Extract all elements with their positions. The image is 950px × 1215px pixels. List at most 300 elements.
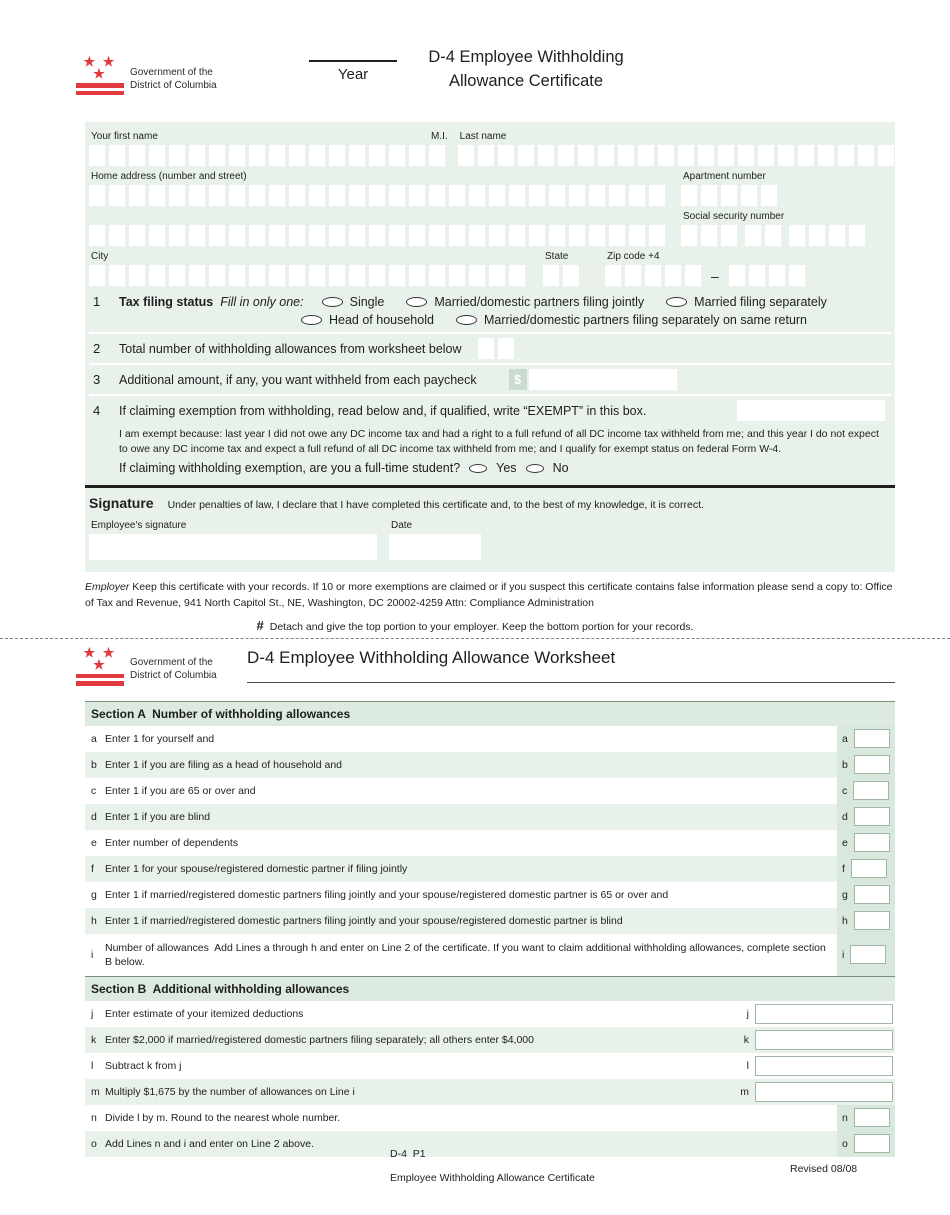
char-box[interactable] [449,185,465,206]
char-box[interactable] [649,185,665,206]
char-box[interactable] [681,225,697,246]
char-box[interactable] [558,145,574,166]
line-d-input-box[interactable] [854,807,890,826]
first-name-field [89,128,425,166]
char-box[interactable] [149,185,165,206]
married-separately-oval[interactable] [666,297,687,307]
first-name-label: Your first name [91,131,158,142]
married-jointly-label: Married/domestic partners filing jointly [434,294,645,309]
char-box[interactable] [469,265,485,286]
row-letter: f [91,862,94,875]
row-text: Enter 1 for yourself and [105,732,215,745]
char-box[interactable] [529,185,545,206]
char-box[interactable] [169,145,185,166]
char-box[interactable] [289,225,305,246]
char-box[interactable] [429,145,445,166]
char-box[interactable] [498,145,514,166]
char-box[interactable] [489,185,505,206]
line-k-input-box[interactable] [755,1030,893,1050]
char-box[interactable] [658,145,674,166]
agency-name [130,66,217,92]
row-letter: e [91,836,97,849]
char-box[interactable] [169,225,185,246]
line-1-filing-status [89,290,891,313]
line-1-filing-status-row2 [301,313,891,332]
char-box[interactable] [429,265,445,286]
additional-amount-input[interactable] [529,369,677,390]
char-box[interactable] [309,145,325,166]
line-2-number: 2 [93,341,101,356]
char-box[interactable] [645,265,661,286]
city-input [89,265,525,286]
row-letter-right: j [746,1007,749,1020]
char-box[interactable] [329,225,345,246]
mi-label: M.I. [431,131,448,142]
char-box[interactable] [469,185,485,206]
line-m-input-box[interactable] [755,1082,893,1102]
char-box[interactable] [549,185,565,206]
char-box[interactable] [478,338,494,359]
char-box[interactable] [149,145,165,166]
char-box[interactable] [229,145,245,166]
char-box[interactable] [109,225,125,246]
student-no-oval[interactable] [526,464,544,473]
char-box[interactable] [798,145,814,166]
char-box[interactable] [409,145,425,166]
char-box[interactable] [169,265,185,286]
ssn-group-2 [745,225,781,246]
worksheet-title-rule [247,682,895,683]
dc-flag-stars-icon: ★ ★ ★ [83,644,117,672]
char-box[interactable] [818,145,834,166]
char-box[interactable] [349,225,365,246]
row-entry-cell [735,1053,895,1079]
char-box[interactable] [758,145,774,166]
char-box[interactable] [605,265,621,286]
char-box[interactable] [858,145,874,166]
row-entry-cell [837,830,895,856]
detach-dashed-line [0,638,950,639]
row-letter: i [91,948,94,961]
char-box[interactable] [309,225,325,246]
char-box[interactable] [189,225,205,246]
char-box[interactable] [701,185,717,206]
zip-field [605,248,805,286]
detach-marker-icon: # [256,617,264,633]
char-box[interactable] [389,225,405,246]
char-box[interactable] [369,185,385,206]
zip-group-2 [729,265,805,286]
row-letter: a [91,732,97,745]
worksheet-row-l [85,1053,895,1079]
char-box[interactable] [721,225,737,246]
row-letter-right: d [842,810,848,823]
char-box[interactable] [625,265,641,286]
char-box[interactable] [589,185,605,206]
year-field [303,60,403,83]
separately-same-return-oval[interactable] [456,315,477,325]
row-entry-cell [837,908,895,934]
char-box[interactable] [769,265,785,286]
char-box[interactable] [89,225,105,246]
char-box[interactable] [509,225,525,246]
char-box[interactable] [289,145,305,166]
row-entry-cell [837,882,895,908]
char-box[interactable] [809,225,825,246]
worksheet-row-j [85,1001,895,1027]
char-box[interactable] [718,145,734,166]
row-letter: c [91,784,97,797]
char-box[interactable] [698,145,714,166]
option-married-jointly [406,295,644,309]
char-box[interactable] [685,265,701,286]
char-box[interactable] [129,185,145,206]
char-box[interactable] [209,145,225,166]
char-box[interactable] [289,185,305,206]
char-box[interactable] [529,225,545,246]
row-letter-right: k [743,1033,749,1046]
char-box[interactable] [369,225,385,246]
line-3-number: 3 [93,372,101,387]
worksheet-row-m [85,1079,895,1105]
worksheet-row-n [85,1105,895,1131]
char-box[interactable] [538,145,554,166]
worksheet-row-c [85,778,895,804]
exempt-input-box[interactable] [737,400,885,421]
char-box[interactable] [149,265,165,286]
char-box[interactable] [849,225,865,246]
line-b-input-box[interactable] [854,755,890,774]
line-a-input-box[interactable] [854,729,890,748]
char-box[interactable] [563,265,579,286]
char-box[interactable] [789,265,805,286]
row-letter-right: l [746,1059,749,1072]
section-b-header [85,976,895,1001]
char-box[interactable] [229,185,245,206]
char-box[interactable] [745,225,761,246]
char-box[interactable] [169,185,185,206]
ssn-label: Social security number [683,211,785,222]
row-text: Enter 1 if you are 65 or over and [105,784,256,797]
char-box[interactable] [89,145,105,166]
char-box[interactable] [289,265,305,286]
first-name-input [89,145,425,166]
line-4-label: If claiming exemption from withholding, read below and, if qualified, write “EXEMPT” in this box. [119,403,647,418]
char-box[interactable] [765,225,781,246]
char-box[interactable] [498,338,514,359]
char-box[interactable] [778,145,794,166]
apartment-field [681,168,777,206]
dc-flag-bar-icon [76,83,124,88]
married-separately-label: Married filing separately [694,294,827,309]
worksheet-title: D-4 Employee Withholding Allowance Worksheet [247,647,616,667]
zip-label: Zip code +4 [607,251,660,262]
worksheet-row-d [85,804,895,830]
single-label: Single [349,294,385,309]
char-box[interactable] [229,225,245,246]
line-n-input-box[interactable] [854,1108,890,1127]
char-box[interactable] [269,265,285,286]
char-box[interactable] [349,185,365,206]
char-box[interactable] [329,145,345,166]
char-box[interactable] [489,225,505,246]
char-box[interactable] [609,225,625,246]
char-box[interactable] [189,185,205,206]
char-box[interactable] [249,145,265,166]
char-box[interactable] [478,145,494,166]
agency-line1: Government of the [130,656,213,668]
char-box[interactable] [229,265,245,286]
worksheet-header [0,643,950,697]
allowances-total-input [478,338,514,359]
line-h-input-box[interactable] [854,911,890,930]
char-box[interactable] [629,185,645,206]
char-box[interactable] [543,265,559,286]
signature-section [85,485,895,572]
row-entry-cell [837,1131,895,1157]
char-box[interactable] [409,225,425,246]
employee-signature-field [89,517,377,560]
char-box[interactable] [209,185,225,206]
char-box[interactable] [429,225,445,246]
char-box[interactable] [681,185,697,206]
state-field [543,248,579,286]
char-box[interactable] [89,185,105,206]
char-box[interactable] [665,265,681,286]
head-of-household-oval[interactable] [301,315,322,325]
signature-fields [89,517,891,560]
char-box[interactable] [609,185,625,206]
char-box[interactable] [741,185,757,206]
char-box[interactable] [129,265,145,286]
row-entry-cell [837,1105,895,1131]
married-jointly-oval[interactable] [406,297,427,307]
char-box[interactable] [838,145,854,166]
char-box[interactable] [518,145,534,166]
home-address-field-2 [89,225,665,246]
row-letter: l [91,1059,94,1072]
char-box[interactable] [129,145,145,166]
char-box[interactable] [569,225,585,246]
char-box[interactable] [649,225,665,246]
row-letter: k [91,1033,97,1046]
char-box[interactable] [701,225,717,246]
line-c-input-box[interactable] [853,781,889,800]
char-box[interactable] [189,145,205,166]
row-letter: n [91,1111,97,1124]
home-address-label: Home address (number and street) [91,171,247,182]
agency-line2: District of Columbia [130,80,217,91]
char-box[interactable] [789,225,805,246]
char-box[interactable] [489,265,505,286]
worksheet-row-b [85,752,895,778]
char-box[interactable] [269,145,285,166]
char-box[interactable] [109,265,125,286]
row-entry-cell [735,1079,895,1105]
line-1-instruction: Fill in only one: [220,294,304,309]
char-box[interactable] [569,185,585,206]
separately-same-return-label: Married/domestic partners filing separately on same return [483,313,808,327]
row-letter: m [91,1085,100,1098]
char-box[interactable] [369,265,385,286]
char-box[interactable] [618,145,634,166]
dc-flag-bar-icon [76,91,124,96]
student-question: If claiming withholding exemption, are you a full-time student? [119,461,461,476]
row-text: Enter 1 if married/registered domestic partners filing jointly and your spouse/registered domestic partner is blind [105,914,623,927]
date-field [389,517,481,560]
dc-flag-stars-icon: ★ ★ ★ [83,54,117,81]
char-box[interactable] [589,225,605,246]
student-question-row [119,461,891,475]
char-box[interactable] [509,185,525,206]
row-text: Enter number of dependents [105,836,239,849]
row-text: Divide l by m. Round to the nearest whole number. [105,1111,341,1124]
char-box[interactable] [549,225,565,246]
char-box[interactable] [329,265,345,286]
worksheet-row-h [85,908,895,934]
char-box[interactable] [329,185,345,206]
footer-revised: Revised 08/08 [790,1163,858,1175]
line-l-input-box[interactable] [755,1056,893,1076]
char-box[interactable] [149,225,165,246]
certificate-body [85,122,895,485]
last-name-label: Last name [459,131,507,142]
char-box[interactable] [389,145,405,166]
char-box[interactable] [729,265,745,286]
section-a-header [85,701,895,726]
char-box[interactable] [429,185,445,206]
line-1-number: 1 [93,294,101,309]
char-box[interactable] [449,265,465,286]
signature-title: Signature [89,495,154,512]
state-label: State [545,251,569,262]
char-box[interactable] [249,225,265,246]
char-box[interactable] [409,185,425,206]
char-box[interactable] [249,265,265,286]
row-letter: d [91,810,97,823]
char-box[interactable] [678,145,694,166]
employer-note-text: Keep this certificate with your records. If 10 or more exemptions are claimed or if you suspect this certificate contains false information please send a copy to: Office of Tax and Revenue, 941 North Capitol St., NE, Washington, DC 20002-4259 Attn: Compliance Administration [85,581,893,610]
char-box[interactable] [369,145,385,166]
char-box[interactable] [638,145,654,166]
home-address-field [89,168,665,206]
row-entry-cell [837,804,895,830]
char-box[interactable] [189,265,205,286]
char-box[interactable] [738,145,754,166]
char-box[interactable] [469,225,485,246]
char-box[interactable] [89,265,105,286]
line-e-input-box[interactable] [854,833,890,852]
char-box[interactable] [829,225,845,246]
row-entry-cell [837,934,895,976]
row-text: Number of allowances Add Lines a through h and enter on Line 2 of the certificate. If you want to claim additional withholding allowances, complete section B below. [105,941,829,968]
city-row [89,248,891,286]
char-box[interactable] [721,185,737,206]
apartment-label: Apartment number [683,171,766,182]
line-f-input-box[interactable] [851,859,887,878]
char-box[interactable] [409,265,425,286]
zip-group-1 [605,265,701,286]
line-3-additional-amount [89,363,891,394]
row-text: Enter 1 for your spouse/registered domestic partner if filing jointly [105,862,408,875]
char-box[interactable] [309,265,325,286]
row-entry-cell [735,1027,895,1053]
row-letter: j [91,1007,94,1020]
char-box[interactable] [458,145,474,166]
row-letter-right: n [842,1111,848,1124]
ssn-input [681,225,865,246]
single-oval[interactable] [322,297,343,307]
student-yes-oval[interactable] [469,464,487,473]
exempt-statement: I am exempt because: last year I did not owe any DC income tax and had a right to a full refund of all DC income tax withheld from me; and this year I do not expect to owe any DC income tax and expect a full refund of all DC income tax withheld from me; and I qualify for exempt status on federal Form W-4. [119,428,879,456]
certificate-header [0,0,950,122]
line-2-allowances [89,332,891,363]
zip-input [605,265,805,286]
char-box[interactable] [629,225,645,246]
char-box[interactable] [449,225,465,246]
row-entry-cell [837,752,895,778]
char-box[interactable] [269,225,285,246]
line-j-input-box[interactable] [755,1004,893,1024]
row-letter-right: c [842,784,848,797]
char-box[interactable] [309,185,325,206]
detach-instruction: Detach and give the top portion to your employer. Keep the bottom portion for your records. [269,620,694,633]
char-box[interactable] [109,145,125,166]
char-box[interactable] [578,145,594,166]
name-row [89,128,891,166]
char-box[interactable] [249,185,265,206]
line-o-input-box[interactable] [854,1134,890,1153]
option-single [322,295,385,309]
date-label: Date [391,520,413,532]
char-box[interactable] [749,265,765,286]
char-box[interactable] [269,185,285,206]
address-row-2 [89,208,891,246]
row-text: Enter estimate of your itemized deductions [105,1007,304,1020]
char-box[interactable] [349,265,365,286]
char-box[interactable] [389,265,405,286]
employee-signature-input[interactable] [89,534,377,560]
char-box[interactable] [761,185,777,206]
worksheet-row-f [85,856,895,882]
year-input-line[interactable] [309,60,397,62]
employer-note-lead: Employer [85,581,130,594]
char-box[interactable] [509,265,525,286]
char-box[interactable] [878,145,894,166]
char-box[interactable] [598,145,614,166]
char-box[interactable] [209,225,225,246]
char-box[interactable] [349,145,365,166]
ssn-field [681,208,865,246]
row-entry-cell [735,1001,895,1027]
char-box[interactable] [389,185,405,206]
dc-flag-logo [76,56,124,95]
row-entry-cell [837,856,895,882]
form-title-line1: D-4 Employee Withholding [428,48,624,66]
char-box[interactable] [109,185,125,206]
row-letter-right: e [842,836,848,849]
char-box[interactable] [129,225,145,246]
date-input[interactable] [389,534,481,560]
char-box[interactable] [209,265,225,286]
line-g-input-box[interactable] [854,885,890,904]
dollar-sign-chip: $ [509,369,527,390]
line-i-input-box[interactable] [850,945,886,964]
row-text: Add Lines n and i and enter on Line 2 above. [105,1137,314,1150]
detach-instruction-row [0,618,950,633]
signature-header [89,495,891,511]
option-separately-same-return [456,313,807,327]
